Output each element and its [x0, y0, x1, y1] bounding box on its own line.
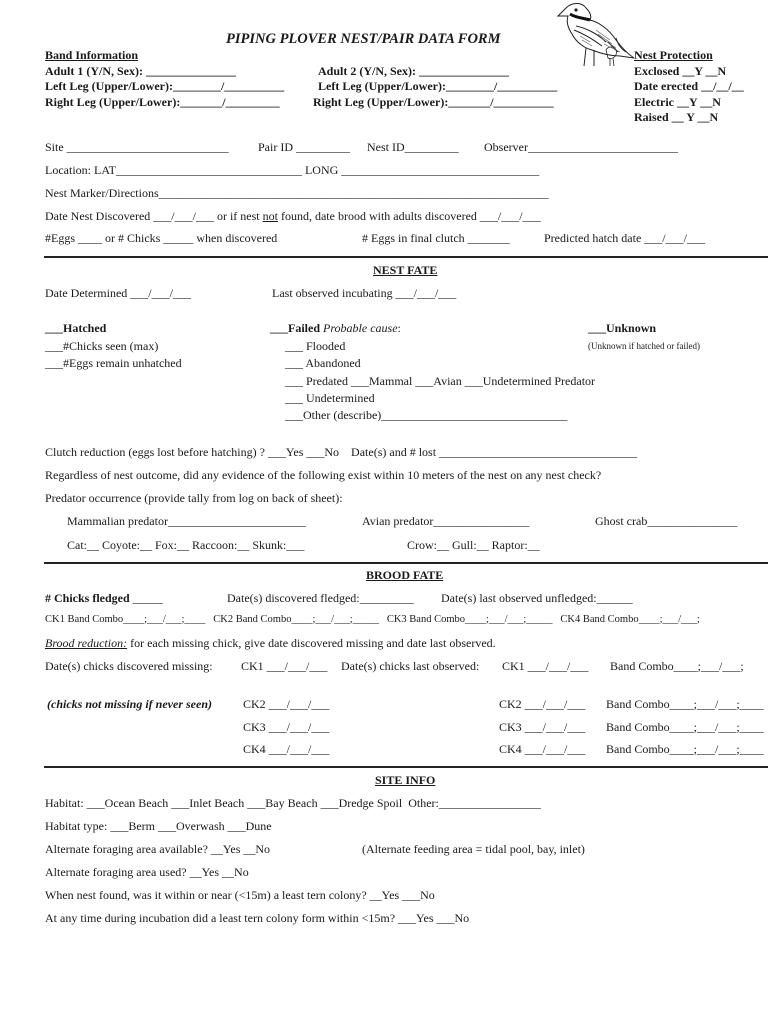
- habitat-type-field[interactable]: Habitat type: ___Berm ___Overwash ___Dune: [45, 819, 272, 833]
- predator-occurrence-label: Predator occurrence (provide tally from log on back of sheet):: [45, 491, 343, 505]
- tern-colony-found-field[interactable]: When nest found, was it within or near (<15m) a least tern colony? __Yes ___No: [45, 888, 435, 902]
- last-incubating-field[interactable]: Last observed incubating ___/___/___: [272, 286, 457, 300]
- date-discovered-field[interactable]: [45, 210, 541, 222]
- exclosed-field[interactable]: Exclosed __Y __N: [634, 64, 727, 78]
- alt-foraging-used-field[interactable]: Alternate foraging area used? __Yes __No: [45, 865, 249, 879]
- unknown-note: (Unknown if hatched or failed): [588, 341, 700, 351]
- nest-marker-field[interactable]: Nest Marker/Directions_________________________________________________________________: [45, 186, 549, 200]
- tern-colony-incubation-field[interactable]: At any time during incubation did a least tern colony form within <15m? ___Yes ___No: [45, 911, 470, 925]
- other-describe-field[interactable]: ___Other (describe)_______________________________: [285, 408, 568, 422]
- band-information-heading: Band Information: [45, 48, 139, 62]
- ck2-last-field[interactable]: CK2 ___/___/___: [499, 697, 586, 711]
- adult1-right-leg-field[interactable]: Right Leg (Upper/Lower):_______/_________: [45, 95, 280, 109]
- dates-unfledged-field[interactable]: Date(s) last observed unfledged:______: [441, 591, 633, 605]
- abandoned-option[interactable]: ___ Abandoned: [285, 356, 361, 370]
- adult2-field[interactable]: Adult 2 (Y/N, Sex): _______________: [318, 64, 509, 78]
- ck1-missing-field[interactable]: CK1 ___/___/___: [241, 659, 328, 673]
- nest-protection-heading: Nest Protection: [634, 48, 713, 62]
- location-field[interactable]: Location: LAT_______________________________ LONG _________________________________: [45, 163, 540, 177]
- adult2-right-leg-field[interactable]: Right Leg (Upper/Lower):_______/__________: [313, 95, 554, 109]
- date-determined-field[interactable]: Date Determined ___/___/___: [45, 286, 191, 300]
- date-discovered-text-b: found, date brood with adults discovered ___/___/___: [277, 209, 541, 223]
- adult1-field[interactable]: Adult 1 (Y/N, Sex): _______________: [45, 64, 236, 78]
- eggs-chicks-discovered-field[interactable]: #Eggs ____ or # Chicks _____ when discovered: [45, 231, 278, 245]
- chicks-fledged-label: # Chicks fledged: [45, 591, 130, 605]
- hatched-option[interactable]: ___Hatched: [45, 321, 107, 335]
- alt-feeding-note: (Alternate feeding area = tidal pool, bay, inlet): [362, 842, 585, 856]
- ck4-missing-field[interactable]: CK4 ___/___/___: [243, 742, 330, 756]
- chicks-seen-field[interactable]: ___#Chicks seen (max): [45, 339, 159, 353]
- chicks-fledged-blank: _____: [129, 591, 163, 605]
- mammal-tally-row[interactable]: Cat:__ Coyote:__ Fox:__ Raccoon:__ Skunk:___: [67, 538, 305, 552]
- avian-predator-field[interactable]: Avian predator________________: [362, 514, 530, 528]
- dates-missing-label: Date(s) chicks discovered missing:: [45, 659, 213, 673]
- nest-fate-heading: NEST FATE: [373, 263, 438, 277]
- divider-1: [44, 256, 768, 258]
- failed-option[interactable]: [270, 322, 401, 334]
- adult1-left-leg-field[interactable]: Left Leg (Upper/Lower):________/__________: [45, 79, 285, 93]
- predicted-hatch-field[interactable]: Predicted hatch date ___/___/___: [544, 231, 705, 245]
- not-emphasis: not: [262, 209, 278, 223]
- band-combo-row[interactable]: CK1 Band Combo____;___/___;____ CK2 Band Combo____;___/___;_____ CK3 Band Combo____;___/___;_____ CK4 Band Combo____;___/___;: [45, 614, 700, 625]
- site-info-heading: SITE INFO: [375, 773, 436, 787]
- date-discovered-text-a: Date Nest Discovered ___/___/___ or if nest: [45, 209, 263, 223]
- flooded-option[interactable]: ___ Flooded: [285, 339, 346, 353]
- ck4-combo-field[interactable]: Band Combo____;___/___;____: [606, 742, 764, 756]
- nest-id-field[interactable]: Nest ID_________: [367, 140, 459, 154]
- electric-field[interactable]: Electric __Y __N: [634, 95, 721, 109]
- regardless-question: Regardless of nest outcome, did any evidence of the following exist within 10 meters of the nest on any nest check?: [45, 468, 602, 482]
- divider-3: [44, 766, 768, 768]
- form-title: PIPING PLOVER NEST/PAIR DATA FORM: [226, 31, 501, 47]
- ck3-missing-field[interactable]: CK3 ___/___/___: [243, 720, 330, 734]
- ck1-combo-field[interactable]: Band Combo____;___/___;: [610, 659, 744, 673]
- bird-tally-row[interactable]: Crow:__ Gull:__ Raptor:__: [407, 538, 540, 552]
- dates-fledged-field[interactable]: Date(s) discovered fledged:_________: [227, 591, 414, 605]
- undetermined-option[interactable]: ___ Undetermined: [285, 391, 375, 405]
- predated-option[interactable]: ___ Predated ___Mammal ___Avian ___Undetermined Predator: [285, 374, 596, 388]
- eggs-unhatched-field[interactable]: ___#Eggs remain unhatched: [45, 356, 182, 370]
- ghost-crab-field[interactable]: Ghost crab_______________: [595, 514, 738, 528]
- last-observed-label: Date(s) chicks last observed:: [341, 659, 480, 673]
- adult2-left-leg-field[interactable]: Left Leg (Upper/Lower):________/__________: [318, 79, 558, 93]
- mammalian-predator-field[interactable]: Mammalian predator_______________________: [67, 514, 306, 528]
- raised-field[interactable]: Raised __ Y __N: [634, 110, 719, 124]
- ck2-missing-field[interactable]: CK2 ___/___/___: [243, 697, 330, 711]
- ck1-last-field[interactable]: CK1 ___/___/___: [502, 659, 589, 673]
- divider-2: [44, 562, 768, 564]
- probable-cause-colon: :: [397, 321, 401, 335]
- brood-reduction-line: [45, 637, 496, 649]
- habitat-field[interactable]: Habitat: ___Ocean Beach ___Inlet Beach ___Bay Beach ___Dredge Spoil Other:_________________: [45, 796, 541, 810]
- brood-reduction-text: for each missing chick, give date discovered missing and date last observed.: [127, 636, 496, 650]
- brood-reduction-label: Brood reduction:: [45, 636, 128, 650]
- clutch-reduction-field[interactable]: Clutch reduction (eggs lost before hatching) ? ___Yes ___No Date(s) and # lost _________________________________: [45, 445, 638, 459]
- date-erected-field[interactable]: Date erected __/__/__: [634, 79, 744, 93]
- ck3-combo-field[interactable]: Band Combo____;___/___;____: [606, 720, 764, 734]
- failed-label: ___Failed: [270, 321, 320, 335]
- pair-id-field[interactable]: Pair ID _________: [258, 140, 350, 154]
- brood-fate-heading: BROOD FATE: [366, 568, 444, 582]
- not-missing-note: (chicks not missing if never seen): [47, 697, 212, 711]
- ck4-last-field[interactable]: CK4 ___/___/___: [499, 742, 586, 756]
- probable-cause-label: Probable cause: [320, 321, 398, 335]
- site-field[interactable]: Site ___________________________: [45, 140, 229, 154]
- eggs-final-clutch-field[interactable]: # Eggs in final clutch _______: [362, 231, 510, 245]
- unknown-option[interactable]: ___Unknown: [588, 321, 657, 335]
- observer-field[interactable]: Observer_________________________: [484, 140, 678, 154]
- ck3-last-field[interactable]: CK3 ___/___/___: [499, 720, 586, 734]
- chicks-fledged-field[interactable]: [45, 592, 163, 604]
- piping-plover-illustration: [546, 0, 636, 70]
- alt-foraging-available-field[interactable]: Alternate foraging area available? __Yes __No: [45, 842, 271, 856]
- ck2-combo-field[interactable]: Band Combo____;___/___;____: [606, 697, 764, 711]
